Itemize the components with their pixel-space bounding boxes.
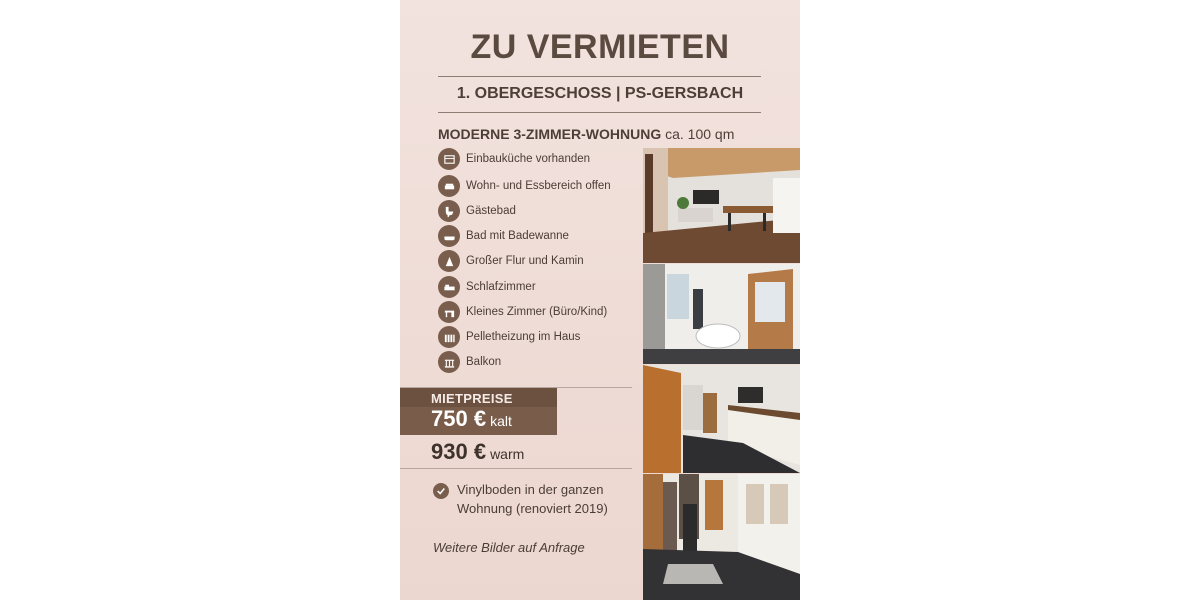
feature-item bbox=[438, 200, 516, 222]
balcony-icon bbox=[438, 351, 460, 373]
feature-item bbox=[438, 250, 584, 272]
poster-subtitle: 1. OBERGESCHOSS | PS-GERSBACH bbox=[456, 85, 744, 102]
headline-title: MODERNE 3-ZIMMER-WOHNUNG bbox=[438, 126, 662, 142]
feature-label: Balkon bbox=[466, 356, 502, 368]
feature-label: Bad mit Badewanne bbox=[466, 230, 569, 242]
feature-item bbox=[438, 351, 501, 373]
divider-bottom bbox=[438, 112, 761, 113]
checkmark-icon bbox=[433, 483, 449, 499]
warm-rent-suffix: warm bbox=[490, 446, 525, 462]
cold-rent bbox=[431, 406, 512, 432]
divider-top bbox=[438, 76, 761, 77]
kitchen-photo bbox=[643, 365, 800, 473]
feature-label: Pelletheizung im Haus bbox=[466, 331, 581, 343]
feature-label: Großer Flur und Kamin bbox=[466, 255, 584, 267]
feature-item bbox=[438, 148, 590, 170]
feature-label: Gästebad bbox=[466, 205, 516, 217]
feature-label: Schlafzimmer bbox=[466, 281, 536, 293]
feature-item bbox=[438, 301, 607, 323]
poster-title: ZU VERMIETEN bbox=[470, 28, 730, 66]
rent-prices-label: MIETPREISE bbox=[431, 391, 513, 406]
desk-icon bbox=[438, 301, 460, 323]
bed-icon bbox=[438, 276, 460, 298]
headline-area: ca. 100 qm bbox=[665, 126, 735, 142]
bathtub-icon bbox=[438, 225, 460, 247]
feature-item bbox=[438, 225, 569, 247]
warm-rent bbox=[431, 439, 524, 465]
hallway-fireplace-photo bbox=[643, 474, 800, 600]
flooring-note-line2: Wohnung (renoviert 2019) bbox=[457, 501, 608, 516]
rental-poster bbox=[400, 0, 800, 600]
heating-icon bbox=[438, 326, 460, 348]
fireplace-icon bbox=[438, 250, 460, 272]
feature-label: Wohn- und Essbereich offen bbox=[466, 180, 611, 192]
bathroom-photo bbox=[643, 264, 800, 364]
feature-label: Kleines Zimmer (Büro/Kind) bbox=[466, 306, 608, 318]
cold-rent-suffix: kalt bbox=[490, 413, 512, 429]
sofa-icon bbox=[438, 175, 460, 197]
price-divider-bottom bbox=[400, 468, 632, 469]
feature-item bbox=[438, 326, 580, 348]
feature-item bbox=[438, 276, 536, 298]
apartment-headline bbox=[438, 126, 734, 142]
living-room-photo bbox=[643, 148, 800, 263]
feature-item bbox=[438, 175, 611, 197]
flooring-note-line1: Vinylboden in der ganzen bbox=[457, 482, 604, 497]
feature-label: Einbauküche vorhanden bbox=[466, 153, 591, 165]
toilet-icon bbox=[438, 200, 460, 222]
warm-rent-amount: 930 € bbox=[431, 439, 487, 464]
more-photos-note: Weitere Bilder auf Anfrage bbox=[433, 540, 585, 555]
kitchen-icon bbox=[438, 148, 460, 170]
cold-rent-amount: 750 € bbox=[431, 406, 487, 431]
